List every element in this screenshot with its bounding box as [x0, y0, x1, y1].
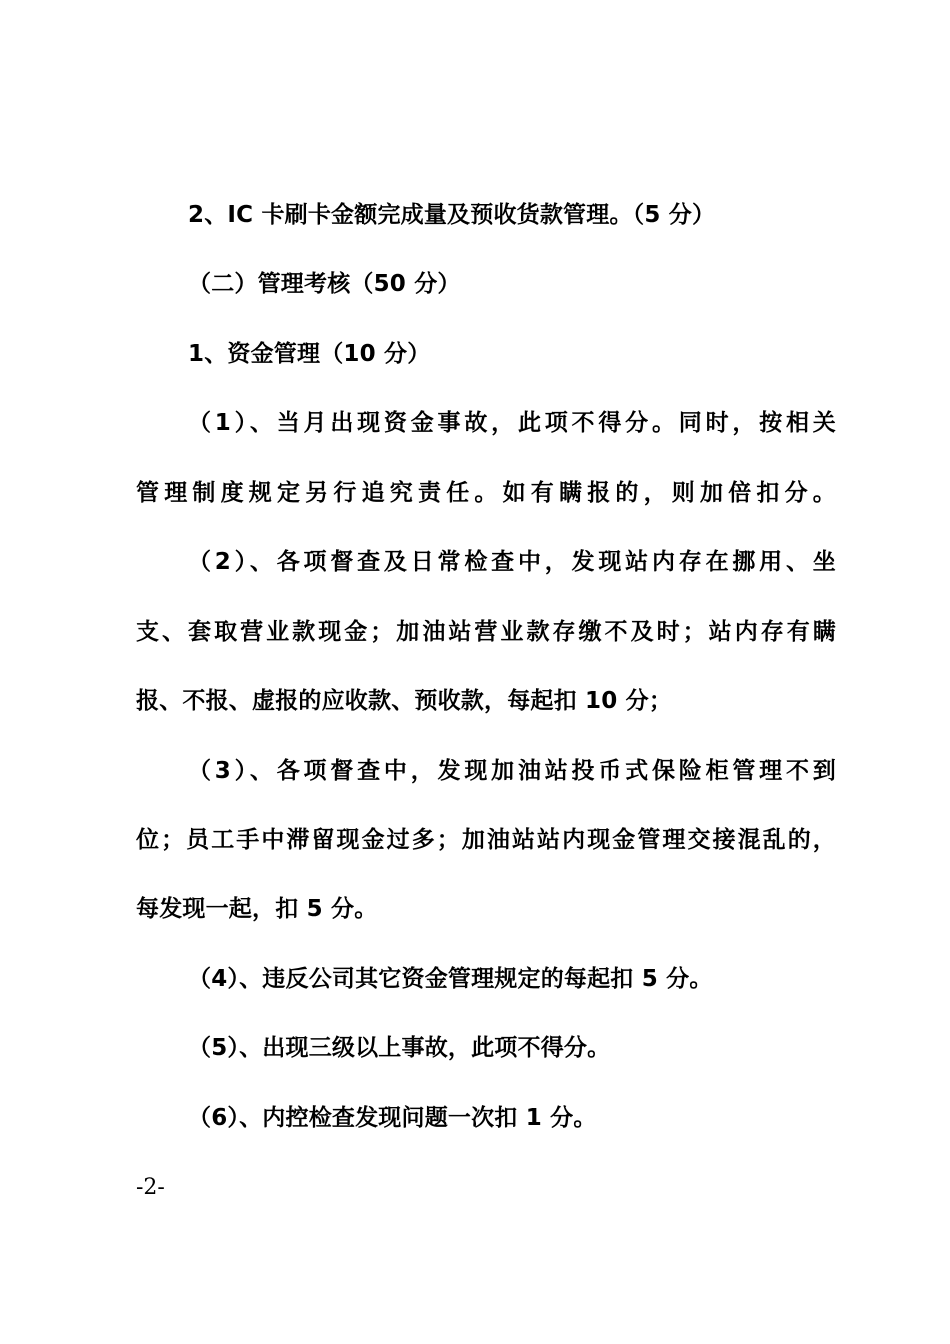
clause-2-line-1: （2）、各项督查及日常检查中，发现站内存在挪用、坐 [188, 549, 836, 575]
clause-2-line-2: 支、套取营业款现金；加油站营业款存缴不及时；站内存有瞒 [136, 619, 836, 645]
page-number: -2- [136, 1175, 165, 1200]
clause-5: （5）、出现三级以上事故，此项不得分。 [188, 1035, 611, 1061]
item-ic-card-management: 2、IC 卡刷卡金额完成量及预收货款管理。（5 分） [188, 202, 716, 228]
clause-3-line-1: （3）、各项督查中，发现加油站投币式保险柜管理不到 [188, 758, 836, 784]
item-fund-management: 1、资金管理（10 分） [188, 341, 431, 367]
clause-4: （4）、违反公司其它资金管理规定的每起扣 5 分。 [188, 966, 713, 992]
clause-1-line-1: （1）、当月出现资金事故，此项不得分。同时，按相关 [188, 410, 836, 436]
clause-3-line-3: 每发现一起，扣 5 分。 [136, 896, 378, 922]
clause-1-line-2: 管理制度规定另行追究责任。如有瞒报的，则加倍扣分。 [136, 480, 836, 506]
clause-3-line-2: 位；员工手中滞留现金过多；加油站站内现金管理交接混乱的， [136, 827, 836, 853]
clause-2-line-3: 报、不报、虚报的应收款、预收款，每起扣 10 分； [136, 688, 673, 714]
section-management-assessment: （二）管理考核（50 分） [188, 271, 461, 297]
clause-6: （6）、内控检查发现问题一次扣 1 分。 [188, 1105, 597, 1131]
